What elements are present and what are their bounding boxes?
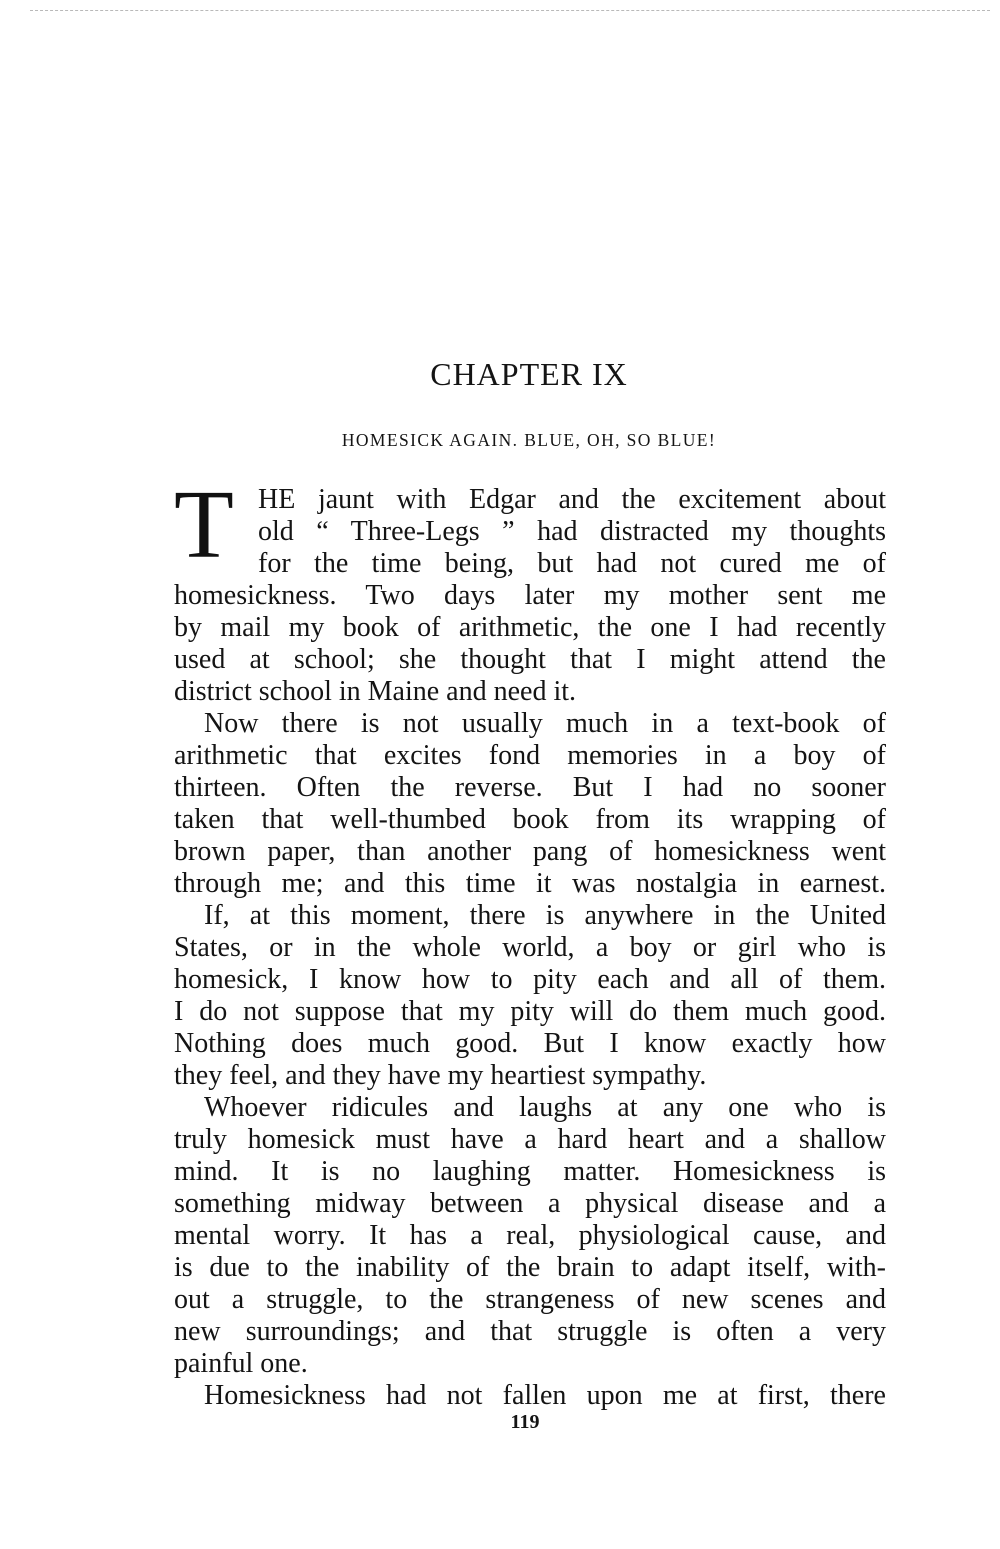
text-line: If, at this moment, there is anywhere in the United (204, 900, 886, 931)
text-line: district school in Maine and need it. (174, 676, 577, 707)
text-line: they feel, and they have my heartiest sympathy. (174, 1060, 707, 1091)
drop-cap-letter: T (174, 471, 234, 579)
text-line: Nothing does much good. But I know exactly how (174, 1028, 886, 1059)
text-line: Whoever ridicules and laughs at any one who is (204, 1092, 886, 1123)
text-line: by mail my book of arithmetic, the one I had recently (174, 612, 886, 643)
text-line: thirteen. Often the reverse. But I had no sooner (174, 772, 886, 803)
text-line: HE jaunt with Edgar and the excitement about (258, 484, 886, 515)
text-line: used at school; she thought that I might attend the (174, 644, 886, 675)
text-line: something midway between a physical disease and a (174, 1188, 886, 1219)
text-line: taken that well-thumbed book from its wrapping of (174, 804, 886, 835)
text-line: arithmetic that excites fond memories in a boy of (174, 740, 886, 771)
text-line: new surroundings; and that struggle is often a very (174, 1316, 886, 1347)
text-line: Homesickness had not fallen upon me at first, there (204, 1380, 886, 1411)
body-text (174, 484, 886, 1412)
text-line: Now there is not usually much in a text-book of (204, 708, 886, 739)
text-line: out a struggle, to the strangeness of new scenes and (174, 1284, 886, 1315)
text-line: truly homesick must have a hard heart and a shallow (174, 1124, 886, 1155)
text-line: brown paper, than another pang of homesickness went (174, 836, 886, 867)
text-line: States, or in the whole world, a boy or girl who is (174, 932, 886, 963)
text-line: through me; and this time it was nostalgia in earnest. (174, 868, 886, 899)
text-line: homesick, I know how to pity each and all of them. (174, 964, 886, 995)
text-line: is due to the inability of the brain to adapt itself, with- (174, 1252, 886, 1283)
chapter-subtitle: HOMESICK AGAIN. BLUE, OH, SO BLUE! (341, 430, 717, 450)
page-number: 119 (510, 1411, 540, 1433)
text-line: old “ Three-Legs ” had distracted my thoughts (258, 516, 886, 547)
text-line: for the time being, but had not cured me of (258, 548, 886, 579)
text-line: I do not suppose that my pity will do them much good. (174, 996, 886, 1027)
text-line: painful one. (174, 1348, 308, 1379)
text-line: mental worry. It has a real, physiological cause, and (174, 1220, 886, 1251)
chapter-title: CHAPTER IX (430, 356, 628, 392)
text-line: mind. It is no laughing matter. Homesickness is (174, 1156, 886, 1187)
scan-artifact (30, 10, 990, 11)
text-line: homesickness. Two days later my mother sent me (174, 580, 886, 611)
